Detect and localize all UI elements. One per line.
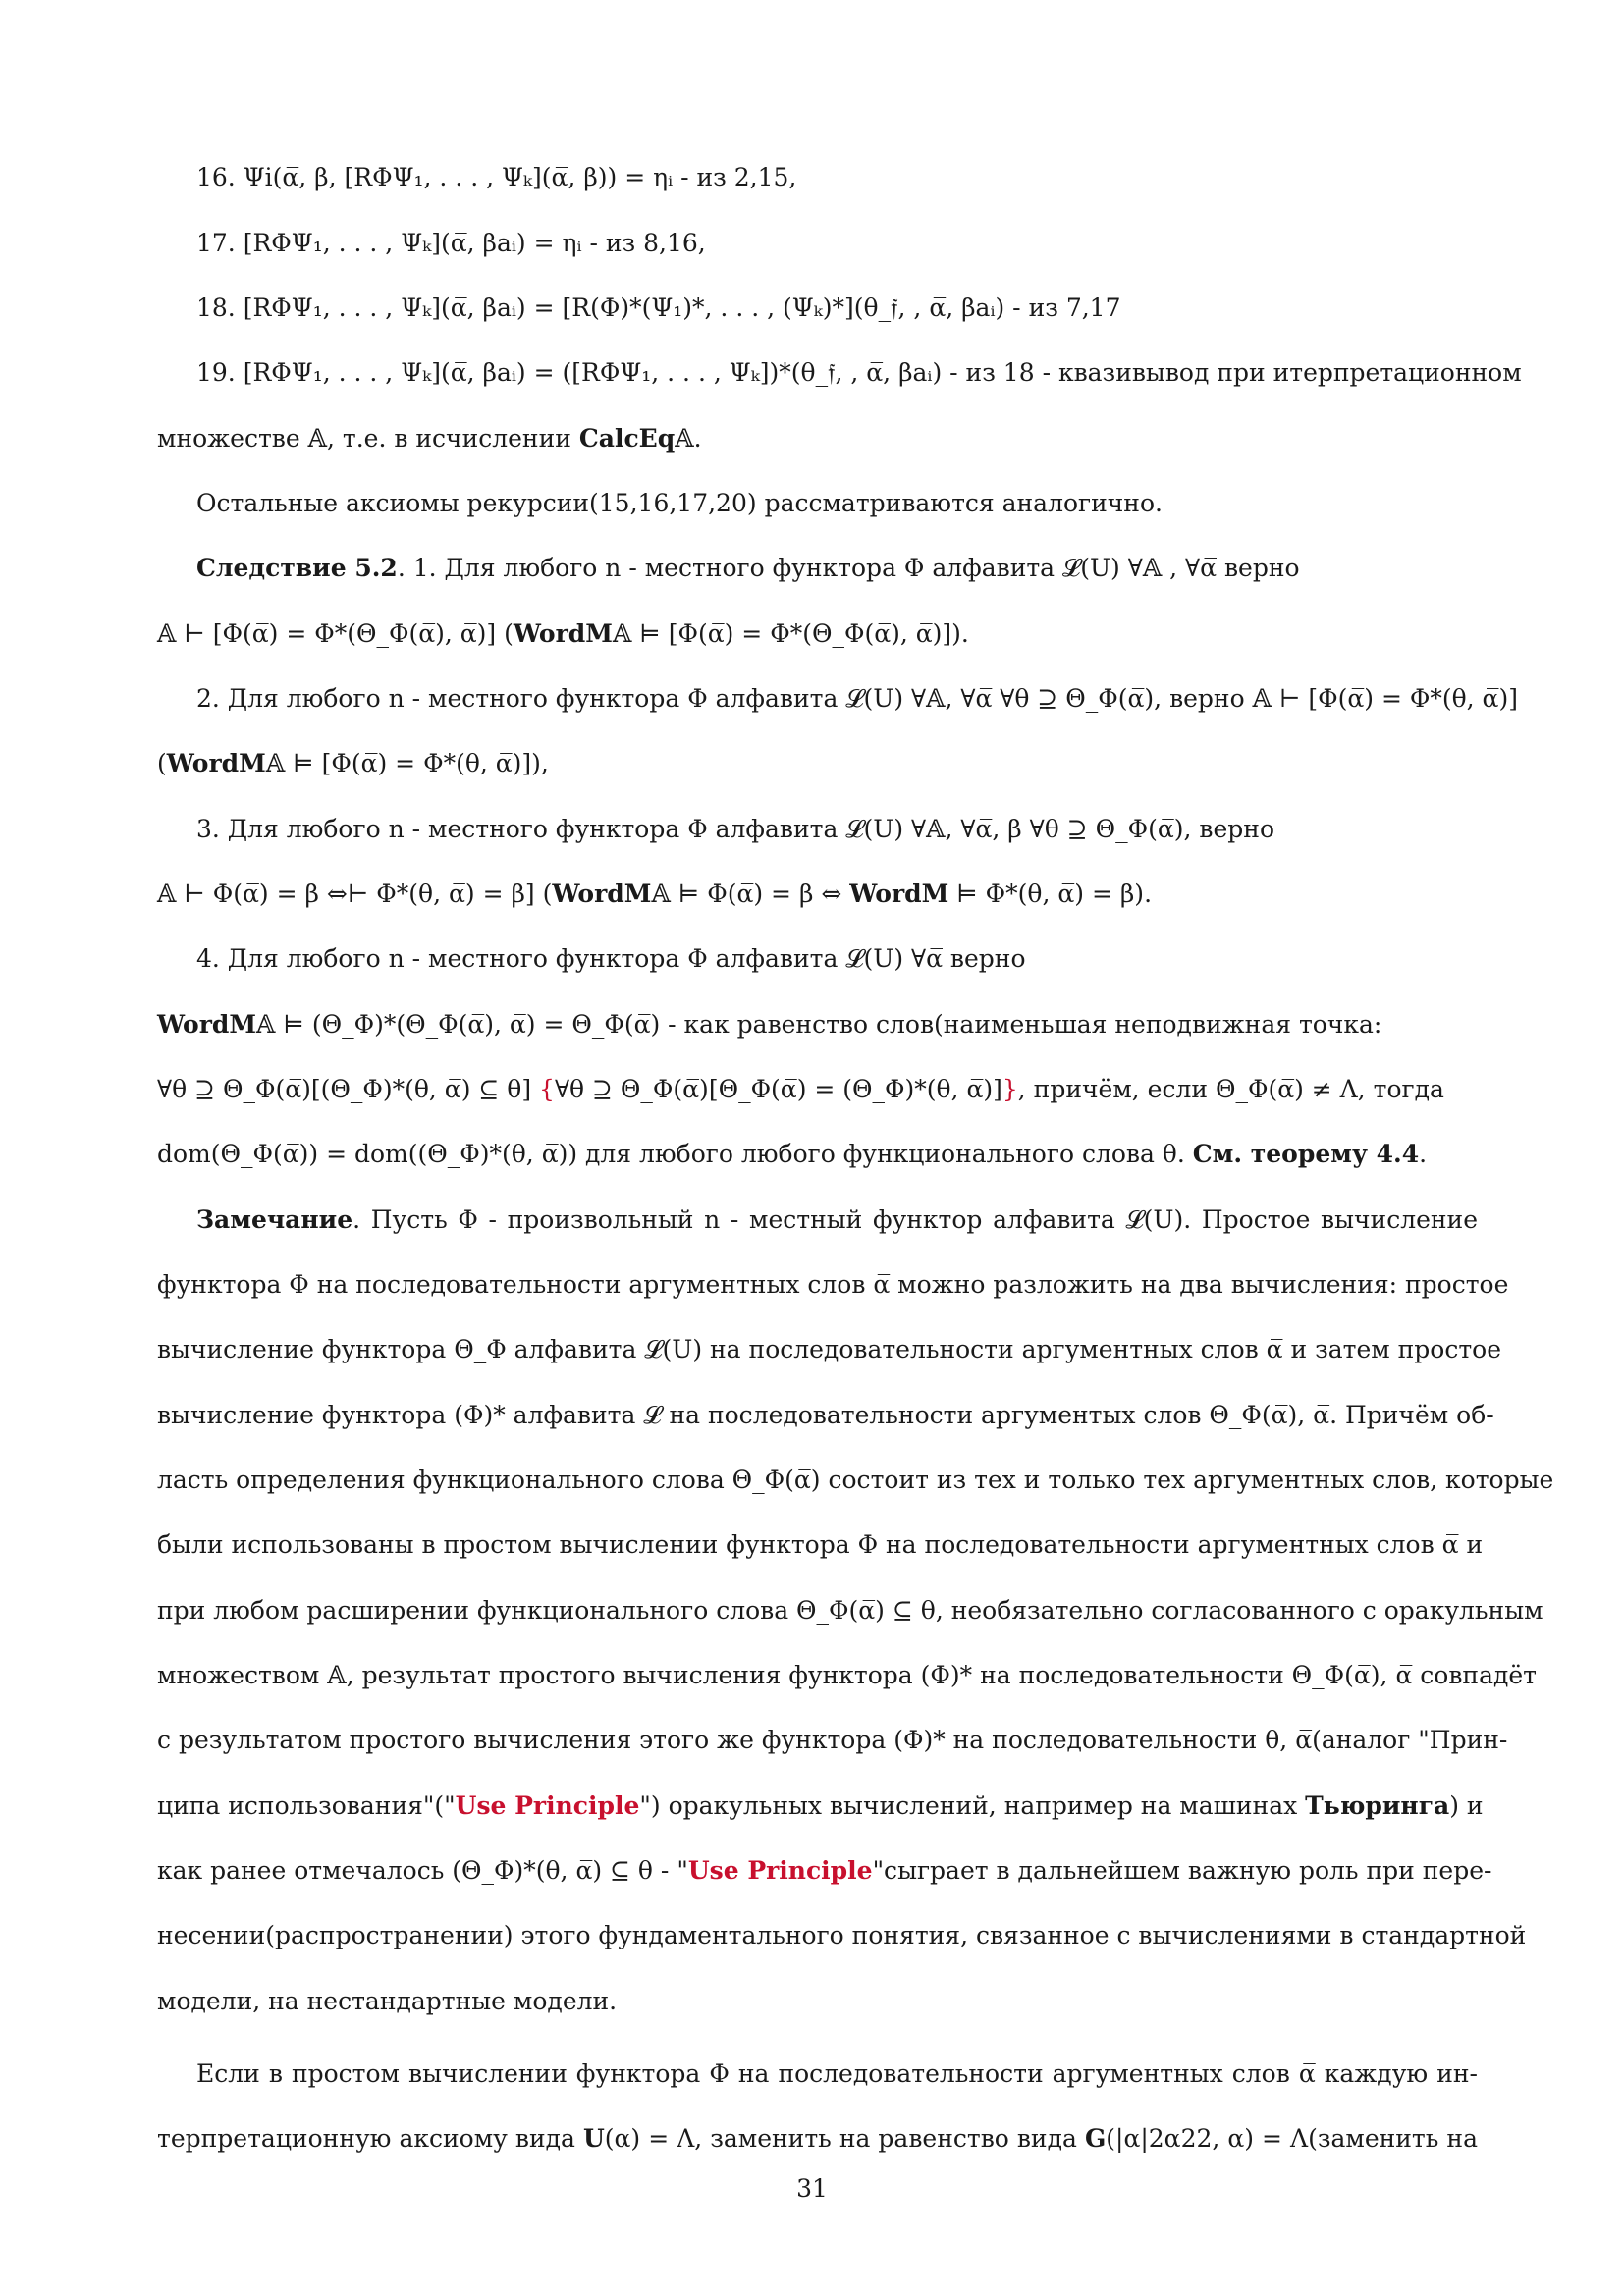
- bold-text: WordM: [166, 749, 266, 777]
- text-span: 18. [RΦΨ₁, . . . , Ψₖ](α̅, βaᵢ) = [R(Φ)*(Ψ₁)*, . . . , (Ψₖ)*](θ_𝔣, , α̅, βaᵢ) - из 7,17: [196, 294, 1121, 322]
- text-line: [196, 941, 1478, 977]
- text-line: [157, 877, 1478, 912]
- highlighted-text: Use Principle: [455, 1791, 640, 1820]
- text-span: 𝔸 ⊨ Φ(α̅) = β ⇔: [651, 880, 850, 908]
- text-line: [157, 1658, 1537, 1693]
- text-span: 16. Ψ: [196, 163, 265, 191]
- text-line: [196, 551, 1478, 586]
- text-span: 17. [RΦΨ₁, . . . , Ψₖ](α̅, βaᵢ) = ηᵢ - из 8,16,: [196, 229, 706, 257]
- text-span: Если в простом вычислении функтора Φ на последовательности аргументных слов α̅ каждую ин-: [196, 2059, 1478, 2088]
- text-line: [157, 1593, 1543, 1629]
- text-span: , причём, если Θ_Φ(α̅) ≠ Λ, тогда: [1017, 1075, 1444, 1103]
- text-span: i: [264, 163, 273, 191]
- text-line: [196, 291, 1478, 326]
- text-span: как ранее отмечалось (Θ_Φ)*(θ, α̅) ⊆ θ - ": [157, 1856, 688, 1885]
- text-line: [157, 1332, 1502, 1367]
- text-span: (α) = Λ, заменить на равенство вида: [604, 2124, 1085, 2153]
- text-span: 4. Для любого n - местного функтора Φ алфавита 𝓛(U) ∀α̅ верно: [196, 944, 1026, 973]
- text-span: были использованы в простом вычислении функтора Φ на последовательности аргументных слов α̅ и: [157, 1530, 1484, 1559]
- text-span: 19. [RΦΨ₁, . . . , Ψₖ](α̅, βaᵢ) = ([RΦΨ₁, . . . , Ψₖ])*(θ_𝔣, , α̅, βaᵢ) - из 18 - квазивывод при итерпретационном: [196, 358, 1522, 387]
- text-line: [157, 1267, 1509, 1303]
- text-span: несении(распространении) этого фундаментального понятия, связанное с вычислениями в стандартной: [157, 1921, 1527, 1949]
- text-span: .: [693, 424, 702, 453]
- text-line: [157, 1984, 1478, 2019]
- bold-text: Тьюринга: [1305, 1791, 1450, 1820]
- text-span: множестве 𝔸, т.е. в исчислении: [157, 424, 579, 453]
- highlighted-text: Use Principle: [687, 1856, 873, 1885]
- text-span: модели, на нестандартные модели.: [157, 1987, 618, 2015]
- text-line: [157, 616, 1478, 652]
- text-line: [157, 1072, 1478, 1107]
- text-span: 𝔸 ⊢ [Φ(α̅) = Φ*(Θ_Φ(α̅), α̅)] (: [157, 619, 514, 648]
- text-line: [157, 1723, 1508, 1758]
- text-line: [157, 1137, 1478, 1172]
- bold-text: Замечание: [196, 1205, 353, 1234]
- text-span: . 1. Для любого n - местного функтора Φ алфавита 𝓛(U) ∀𝔸 , ∀α̅ верно: [397, 554, 1300, 582]
- text-span: вычисление функтора (Φ)* алфавита 𝓛 на последовательности аргументых слов Θ_Φ(α̅), α̅. Причём об-: [157, 1401, 1494, 1429]
- text-span: ") оракульных вычислений, например на машинах: [639, 1791, 1306, 1820]
- text-span: ципа использования"(": [157, 1791, 456, 1820]
- bold-text: WordM: [849, 880, 949, 908]
- text-line: [157, 1398, 1494, 1433]
- text-line: [196, 160, 1478, 195]
- text-line: [157, 1853, 1492, 1889]
- text-span: множеством 𝔸, результат простого вычисления функтора (Φ)* на последовательности Θ_Φ(α̅), α̅ совпадёт: [157, 1661, 1537, 1689]
- highlighted-text: }: [1001, 1075, 1018, 1103]
- text-line: [157, 746, 1478, 781]
- highlighted-text: {: [539, 1075, 555, 1103]
- bold-text: WordM: [157, 1010, 257, 1039]
- text-line: [196, 486, 1478, 521]
- text-line: [157, 1463, 1554, 1498]
- text-span: (|α|2α22, α) = Λ(заменить на: [1106, 2124, 1478, 2153]
- text-span: с результатом простого вычисления этого же функтора (Φ)* на последовательности θ, α̅(аналог "Прин-: [157, 1726, 1508, 1754]
- text-span: Остальные аксиомы рекурсии(15,16,17,20) рассматриваются аналогично.: [196, 489, 1163, 517]
- text-span: ) и: [1449, 1791, 1484, 1820]
- text-span: 𝔸 ⊨ [Φ(α̅) = Φ*(Θ_Φ(α̅), α̅)]).: [612, 619, 969, 648]
- bold-text: CalcEq: [578, 424, 676, 453]
- bold-text: См. теорему 4.4: [1192, 1140, 1420, 1168]
- text-span: 3. Для любого n - местного функтора Φ алфавита 𝓛(U) ∀𝔸, ∀α̅, β ∀θ ⊇ Θ_Φ(α̅), верно: [196, 815, 1274, 843]
- bold-text: U: [582, 2124, 605, 2153]
- text-span: 2. Для любого n - местного функтора Φ алфавита 𝓛(U) ∀𝔸, ∀α̅ ∀θ ⊇ Θ_Φ(α̅), верно 𝔸 ⊢ [Φ(α̅) = Φ*(θ, α̅)]: [196, 684, 1518, 713]
- page-number: 31: [796, 2174, 828, 2203]
- text-span: "сыграет в дальнейшем важную роль при пере-: [872, 1856, 1492, 1885]
- text-span: при любом расширении функционального слова Θ_Φ(α̅) ⊆ θ, необязательно согласованного с оракульным: [157, 1596, 1543, 1625]
- text-line: [157, 1918, 1527, 1953]
- text-span: терпретационную аксиому вида: [157, 2124, 583, 2153]
- text-line: [196, 1202, 1478, 1238]
- text-line: [196, 681, 1518, 717]
- text-line: [196, 2056, 1478, 2092]
- text-span: (: [157, 749, 167, 777]
- text-span: ∀θ ⊇ Θ_Φ(α̅)[(Θ_Φ)*(θ, α̅) ⊆ θ]: [157, 1075, 540, 1103]
- text-line: [157, 1007, 1478, 1042]
- bold-text: Следствие 5.2: [196, 554, 398, 582]
- text-line: [157, 421, 1478, 456]
- text-span: .: [1419, 1140, 1428, 1168]
- text-span: функтора Φ на последовательности аргументных слов α̅ можно разложить на два вычисления: простое: [157, 1270, 1509, 1299]
- text-span: ∀θ ⊇ Θ_Φ(α̅)[Θ_Φ(α̅) = (Θ_Φ)*(θ, α̅)]: [554, 1075, 1002, 1103]
- text-span: dom(Θ_Φ(α̅)) = dom((Θ_Φ)*(θ, α̅)) для любого любого функционального слова θ.: [157, 1140, 1193, 1168]
- bold-text: G: [1084, 2124, 1107, 2153]
- text-line: [157, 1789, 1484, 1824]
- text-line: [157, 2121, 1478, 2157]
- text-line: [196, 226, 1478, 261]
- text-line: [196, 812, 1478, 847]
- text-line: [157, 1527, 1484, 1563]
- text-span: . Пусть Φ - произвольный n - местный функтор алфавита 𝓛(U). Простое вычисление: [352, 1205, 1478, 1234]
- text-span: ласть определения функционального слова Θ_Φ(α̅) состоит из тех и только тех аргументных слов, которые: [157, 1466, 1554, 1494]
- text-span: (α̅, β, [RΦΨ₁, . . . , Ψₖ](α̅, β)) = ηᵢ - из 2,15,: [272, 163, 797, 191]
- text-span: 𝔸 ⊨ (Θ_Φ)*(Θ_Φ(α̅), α̅) = Θ_Φ(α̅) - как равенство слов(наименьшая неподвижная точка:: [256, 1010, 1382, 1039]
- text-line: [196, 355, 1522, 391]
- text-span: 𝔸 ⊨ [Φ(α̅) = Φ*(θ, α̅)]),: [265, 749, 549, 777]
- text-span: 𝔸 ⊢ Φ(α̅) = β ⇔⊢ Φ*(θ, α̅) = β] (: [157, 880, 553, 908]
- bold-text: WordM: [552, 880, 652, 908]
- text-span: вычисление функтора Θ_Φ алфавита 𝓛(U) на последовательности аргументных слов α̅ и затем простое: [157, 1335, 1502, 1363]
- text-span: 𝔸: [675, 424, 694, 453]
- text-span: ⊨ Φ*(θ, α̅) = β).: [948, 880, 1153, 908]
- bold-text: WordM: [513, 619, 613, 648]
